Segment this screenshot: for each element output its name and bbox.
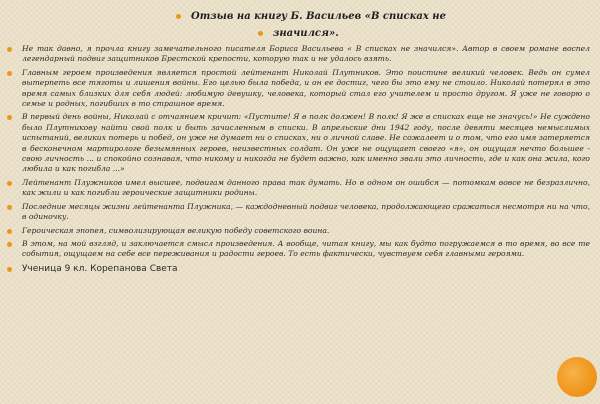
review-paragraph (6, 239, 590, 260)
review-paragraph (6, 202, 590, 223)
title-row (176, 25, 476, 42)
paragraph-text: Героическая эпопея, символизирующая великую победу советского воина. (22, 225, 330, 235)
paragraph-text: В этом, на мой взгляд, и заключается смысл произведения. А вообще, читая книгу, мы как будто погружаемся в то время, во все те события, ощущаем на себе все переживания и радости героев. То есть фактически, чувствуем себя главными героями. (22, 238, 590, 259)
bullet-icon (7, 242, 12, 247)
paragraph-text: Последние месяцы жизни лейтенанта Плужника, — каждодневный подвиг человека, продолжающего сражаться несмотря ни на что, в одиночку. (22, 201, 590, 222)
bullet-icon (7, 229, 12, 234)
author-signature (6, 263, 590, 275)
review-paragraph (6, 226, 590, 236)
paragraph-text: В первый день войны, Николай с отчаянием кричит: «Пустите! Я в полк должен! В полк! Я же в списках еще не значусь!» Не суждено было Плутникову найти свой полк и быть зачисленным в списки. В апрельские дни 1942 году, после девяти месяцев немыслимых испытаний, великих потерь и побед, он уже не думает ни о списках, ни о личной славе. Не сожалеет и о том, что его имя затеряется в бесконечном мартирологе безымянных героев, неизвестных солдат. Он уже не ощущает своего «я», он ощущая нечто большее - свою личность ... и спокойно сознавая, что никому и никогда не будет важно, как именно звали это личность, где и как она жила, кого любила и как погибла ...» (22, 112, 590, 174)
review-paragraph (6, 68, 590, 110)
bullet-icon (7, 181, 12, 186)
paragraph-text: Лейтенант Плужников имел высшее, подвигам данного права так думать. Но в одном он ошибся — потомкам вовсе не безразлично, как жили и как погибли героические защитники родины. (22, 177, 590, 198)
title-line-2: значился». (273, 28, 339, 39)
review-body (6, 44, 590, 275)
bullet-icon (176, 14, 181, 19)
bullet-icon (7, 115, 12, 120)
review-paragraph (6, 44, 590, 65)
bullet-icon (258, 31, 263, 36)
review-paragraph (6, 178, 590, 199)
title-row (176, 8, 476, 25)
review-paragraph (6, 112, 590, 174)
title-line-1: Отзыв на книгу Б. Васильев «В списках не (191, 11, 446, 22)
author-text: Ученица 9 кл. Корепанова Света (22, 263, 178, 274)
paragraph-text: Главным героем произведения является простой лейтенант Николай Плутников. Это поистине великий человек. Ведь он сумел вытерпеть все тяготы и лишения войны. Его целью была победа, и он ее достиг, чего бы это ему не стоило. Николай потерял в это время самых близких для себя людей: любимую девушку, человека, который стал его учителем и просто другом. Я уже не говорю о семье и родных, погибших в то страшное время. (22, 67, 590, 109)
bullet-icon (7, 71, 12, 76)
decorative-circle-icon (557, 357, 597, 397)
bullet-icon (7, 205, 12, 210)
bullet-icon (7, 267, 12, 272)
review-title (176, 8, 476, 42)
paragraph-text: Не так давно, я прочла книгу замечательного писателя Бориса Васильева « В списках не значился». Автор в своем романе воспел легендарный подвиг защитников Брестской крепости, которую так и не удалось взять. (22, 44, 590, 64)
bullet-icon (7, 47, 12, 52)
